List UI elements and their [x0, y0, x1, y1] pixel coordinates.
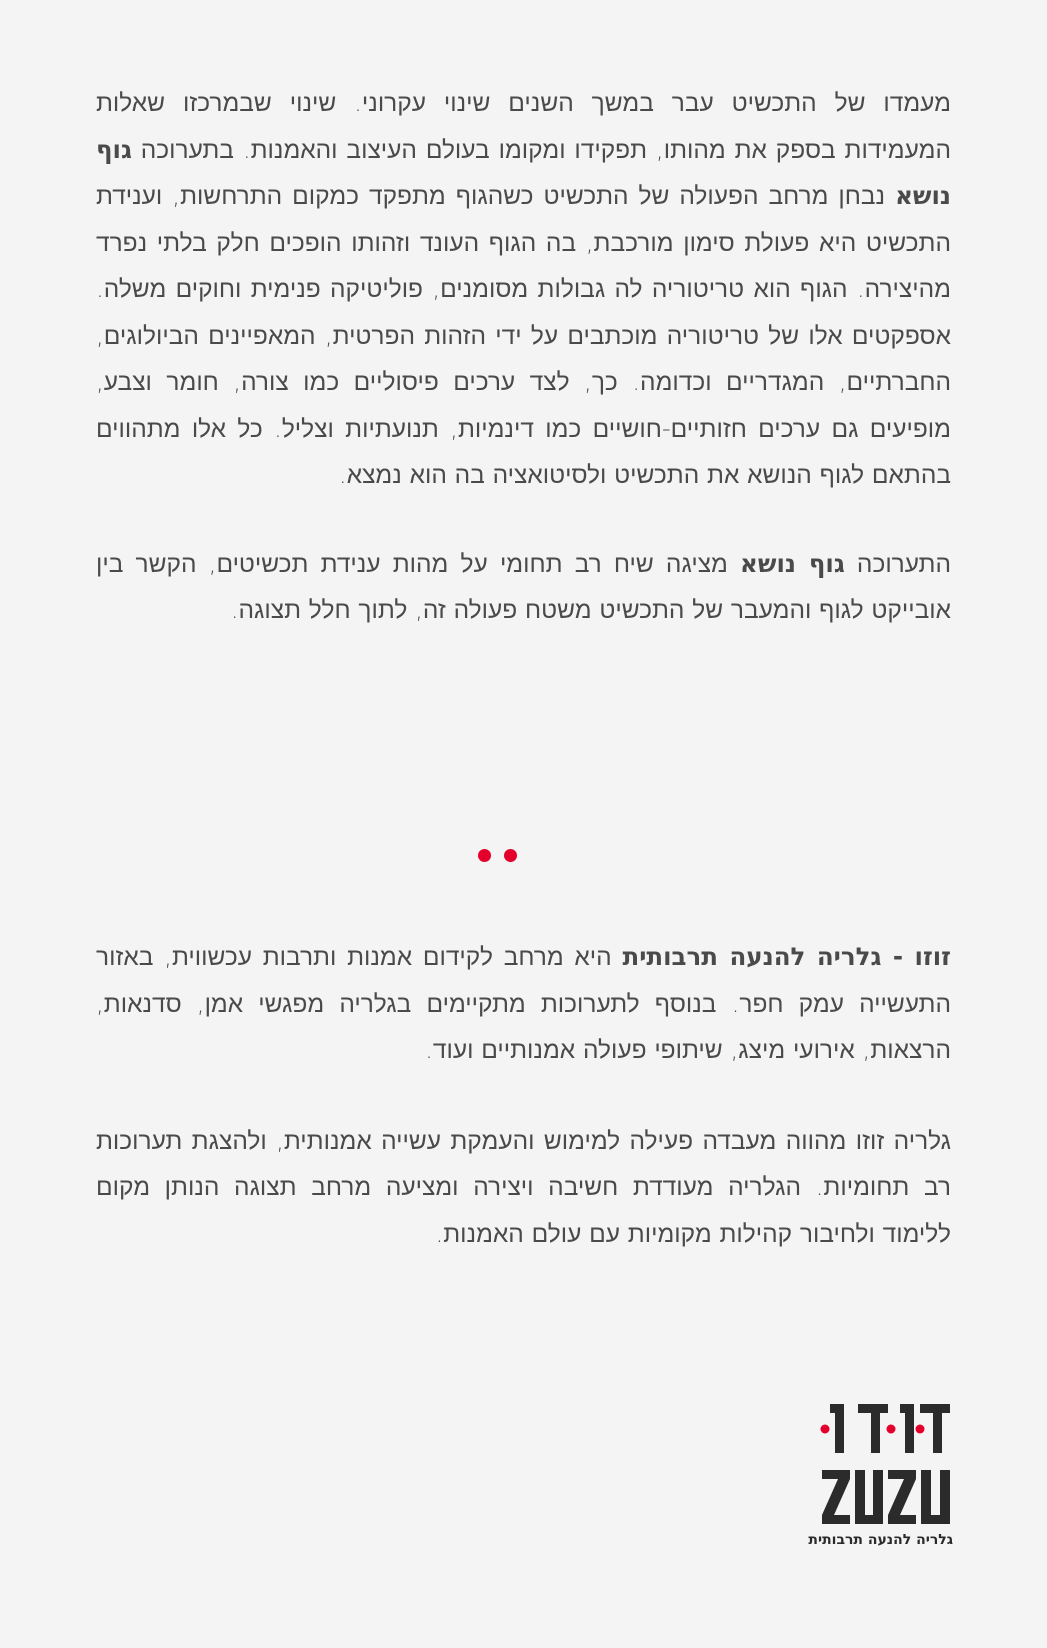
text-segment: היא מרחב לקידום אמנות ותרבות עכשווית, באזור התעשייה עמק חפר. בנוסף לתערוכות מתקיימים בגלריה מפגשי אמן, סדנאות, הרצאות, אירועי מיצג, שיתופי פעולה אמנותיים ועוד. — [96, 942, 951, 1064]
exhibition-title-bold: גוף נושא — [96, 134, 951, 210]
red-dot-icon — [478, 849, 491, 862]
text-segment: התערוכה — [844, 548, 951, 578]
exhibition-text — [96, 80, 951, 634]
gallery-name-bold: זוזו - גלריה להנעה תרבותית — [622, 942, 951, 971]
red-dot-icon — [504, 849, 517, 862]
exhibition-title-bold: גוף נושא — [740, 548, 845, 578]
dots-divider — [0, 849, 1047, 863]
exhibition-paragraph-1 — [96, 80, 951, 499]
gallery-paragraph-2: גלריה זוזו מהווה מעבדה פעילה למימוש והעמקת עשייה אמנותית, ולהצגת תערוכות רב תחומיות. הגלריה מעודדת חשיבה ויצירה ומציעה מרחב תצוגה הנותן מקום ללימוד ולחיבור קהילות מקומיות עם עולם האמנות. — [96, 1125, 952, 1248]
logo-caption: גלריה להנעה תרבותית — [808, 1532, 953, 1548]
exhibition-paragraph-2 — [96, 541, 951, 634]
zuzu-logo-mark — [820, 1400, 953, 1530]
gallery-text — [96, 934, 951, 1257]
text-segment: נבחן מרחב הפעולה של התכשיט כשהגוף מתפקד כמקום התרחשות, וענידת התכשיט היא פעולת סימון מורכבת, בה הגוף העונד וזהותו הופכים חלק בלתי נפרד מהיצירה. הגוף הוא טריטוריה לה גבולות מסומנים, פוליטיקה פנימית וחוקים משלה. אספקטים אלו של טריטוריה מוכתבים על ידי הזהות הפרטית, המאפיינים הביולוגים, החברתיים, המגדריים וכדומה. כך, לצד ערכים פיסוליים כמו צורה, חומר וצבע, מופיעים גם ערכים חזותיים-חושיים כמו דינמיות, תנועתיות וצליל. כל אלו מתהווים בהתאם לגוף הנושא את התכשיט ולסיטואציה בה הוא נמצא. — [96, 181, 951, 489]
gallery-paragraph-1 — [96, 934, 951, 1074]
text-segment: מעמדו של התכשיט עבר במשך השנים שינוי עקרוני. שינוי שבמרכזו שאלות המעמידות בספק את מהותו, תפקידו ומקומו בעולם העיצוב והאמנות. בתערוכה — [96, 88, 951, 164]
text-segment: מציגה שיח רב תחומי על מהות ענידת תכשיטים, הקשר בין אובייקט לגוף והמעבר של התכשיט משטח פעולה זה, לתוך חלל תצוגה. — [96, 548, 951, 624]
